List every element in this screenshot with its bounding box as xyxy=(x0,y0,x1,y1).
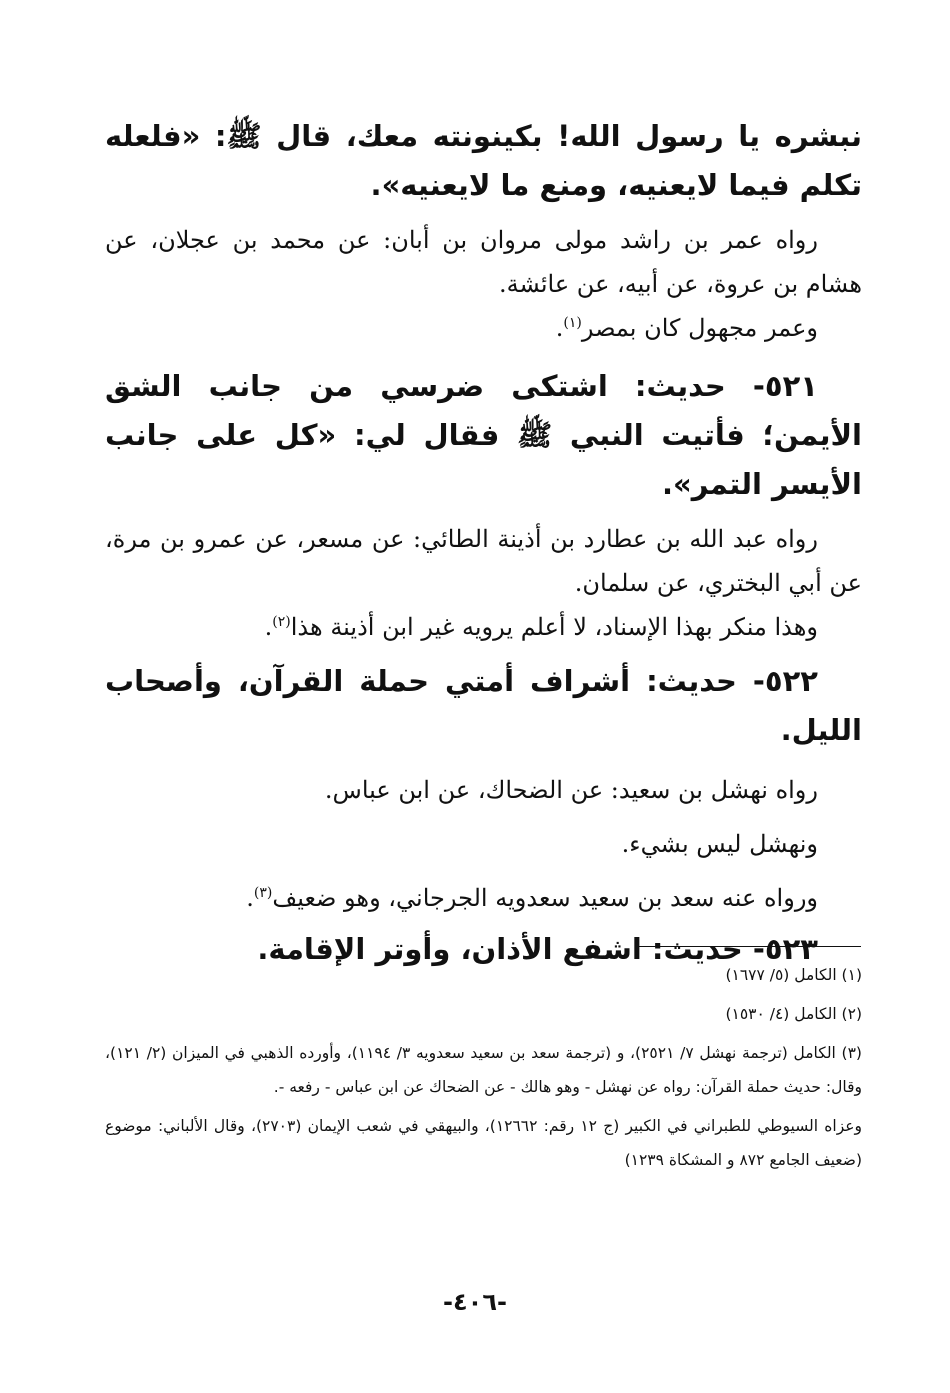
narration-520: رواه عمر بن راشد مولى مروان بن أبان: عن محمد بن عجلان، عن هشام بن عروة، عن أبيه، عن عائشة. xyxy=(105,226,862,298)
hadith-522-heading: ٥٢٢- حديث: أشراف أمتي حملة القرآن، وأصحاب الليل. xyxy=(105,664,862,747)
footnote-divider xyxy=(637,946,861,947)
main-text xyxy=(105,112,862,974)
footnote-1: (١) الكامل (٥/ ١٦٧٧) xyxy=(725,966,862,984)
page-number: -٤٠٦- xyxy=(443,1288,507,1316)
footnote-ref-2: (٢) xyxy=(272,614,291,630)
grading-522-nahshal: ونهشل ليس بشيء. xyxy=(621,830,818,858)
narration-521: رواه عبد الله بن عطارد بن أذينة الطائي: عن مسعر، عن عمرو بن مرة، عن أبي البختري، عن سلمان. xyxy=(105,525,862,597)
footnote-3-continued: وعزاه السيوطي للطبراني في الكبير (ج ١٢ رقم: ١٢٦٦٢)، والبيهقي في شعب الإيمان (٢٧٠٣)، وقال الألباني: موضوع (ضعيف الجامع ٨٧٢ و المشكاة ١٢٣٩) xyxy=(105,1117,862,1169)
hadith-continuation: نبشره يا رسول الله! بكينونته معك، قال ﷺ: «فلعله تكلم فيما لايعنيه، ومنع ما لايعنيه». xyxy=(105,119,862,202)
hadith-523-heading: ٥٢٣- حديث: اشفع الأذان، وأوتر الإقامة. xyxy=(257,932,818,966)
hadith-521-heading: ٥٢١- حديث: اشتكى ضرسي من جانب الشق الأيمن؛ فأتيت النبي ﷺ فقال لي: «كل على جانب الأيسر التمر». xyxy=(105,369,862,501)
grading-521: وهذا منكر بهذا الإسناد، لا أعلم يرويه غير ابن أذينة هذا$^{(٢)}$. xyxy=(264,613,818,641)
footnote-2: (٢) الكامل (٤/ ١٥٣٠) xyxy=(725,1005,862,1023)
grading-522-saad: ورواه عنه سعد بن سعيد سعدويه الجرجاني، وهو ضعيف$^{(٣)}$. xyxy=(246,884,818,912)
footnote-3: (٣) الكامل (ترجمة نهشل ٧/ ٢٥٢١)، و (ترجمة سعد بن سعيد سعدويه ٣/ ١١٩٤)، وأورده الذهبي في الميزان (٢/ ١٢١)، وقال: حديث حملة القرآن: رواه عن نهشل - وهو هالك - عن الضحاك عن ابن عباس - رفعه -. xyxy=(105,1044,862,1096)
footnote-ref-3: (٣) xyxy=(253,885,273,901)
footnotes xyxy=(105,958,862,1177)
grading-520: وعمر مجهول كان بمصر$^{(١)}$. xyxy=(555,314,818,342)
footnote-ref-1: (١) xyxy=(563,315,582,331)
narration-522: رواه نهشل بن سعيد: عن الضحاك، عن ابن عباس. xyxy=(324,776,818,804)
